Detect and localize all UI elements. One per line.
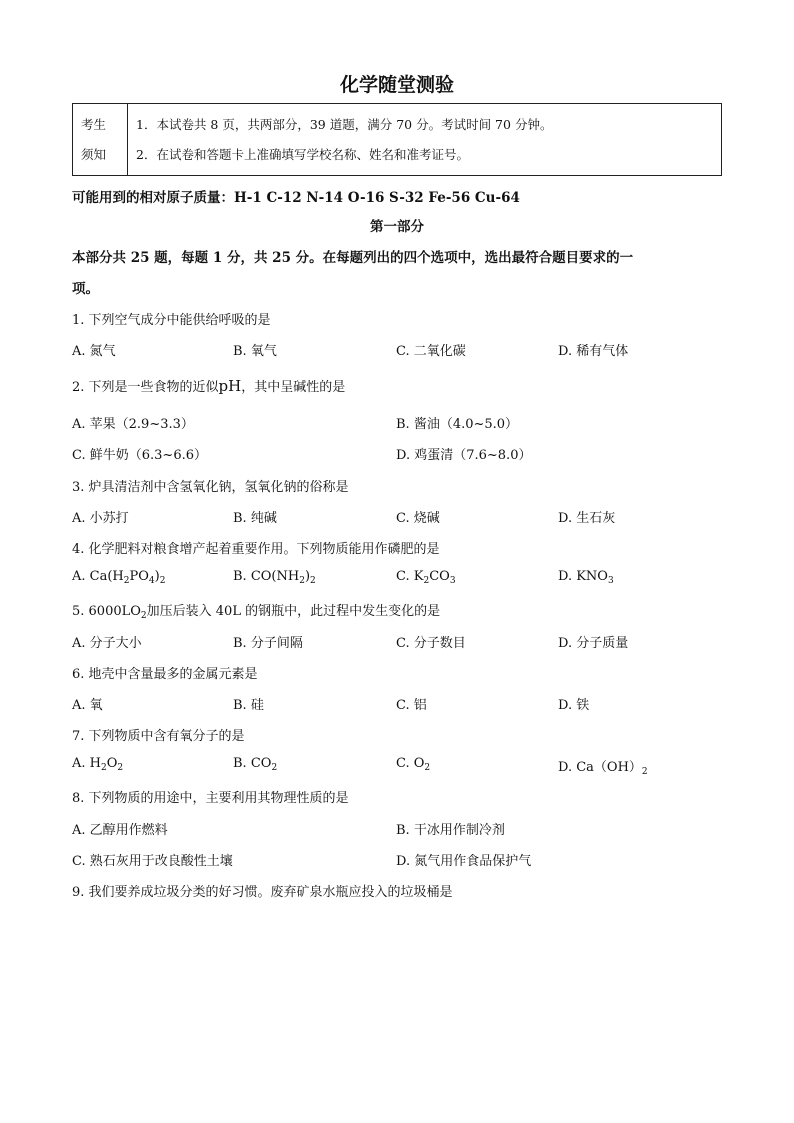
q4a-sub-2: 4 (148, 576, 155, 586)
q4b-sub-1: 2 (299, 576, 305, 586)
q7a-sub-2: 2 (117, 763, 124, 773)
page-title: 化学随堂测验 (339, 74, 454, 96)
q3-option-d[interactable]: D. 生石灰 (558, 511, 616, 526)
q2-stem-prefix: 2. 下列是一些食物的近似 (72, 380, 219, 395)
notice-item-1: 1．本试卷共 8 页，共两部分，39 道题，满分 70 分。考试时间 70 分钟。 (136, 116, 553, 132)
q5-option-d[interactable]: D. 分子质量 (558, 636, 629, 651)
atomic-masses: 可能用到的相对原子质量：H-1 C-12 N-14 O-16 S-32 Fe-56 Cu-64 (72, 190, 520, 206)
notice-label-cell (73, 104, 128, 176)
q1-option-d[interactable]: D. 稀有气体 (558, 344, 629, 359)
q2-stem-ph: pH (218, 377, 242, 395)
q7a-text-1: A. H (72, 756, 101, 771)
q8-option-b[interactable]: B. 干冰用作制冷剂 (396, 823, 505, 838)
q3-option-a[interactable]: A. 小苏打 (72, 511, 129, 526)
q4a-sub-1: 2 (123, 576, 130, 586)
q3-option-c[interactable]: C. 烧碱 (396, 511, 440, 526)
q4a-text-1: A. Ca(H (72, 569, 124, 584)
q4d-text-1: D. KNO (558, 569, 608, 584)
q2-stem-suffix: ，其中呈碱性的是 (241, 380, 346, 395)
notice-item-2: 2．在试卷和答题卡上准确填写学校名称、姓名和准考证号。 (136, 146, 469, 162)
q8-option-d[interactable]: D. 氮气用作食品保护气 (396, 854, 532, 869)
q4-option-b[interactable] (233, 569, 316, 586)
q6-option-d[interactable]: D. 铁 (558, 698, 590, 713)
q8-option-c[interactable]: C. 熟石灰用于改良酸性土壤 (72, 854, 233, 869)
q4a-text-3: ) (154, 569, 160, 584)
q7-option-d[interactable] (558, 756, 648, 777)
q4-option-a[interactable] (72, 569, 165, 586)
question-5-stem (72, 600, 440, 621)
section-title: 第一部分 (370, 219, 424, 235)
q1-option-b[interactable]: B. 氧气 (233, 344, 277, 359)
section-instructions-line1: 本部分共 25 题，每题 1 分，共 25 分。在每题列出的四个选项中，选出最符合题目要求的一 (72, 250, 634, 266)
q4b-text-2: ) (304, 569, 311, 584)
q5-option-a[interactable]: A. 分子大小 (72, 636, 142, 651)
q7-option-c[interactable] (396, 756, 430, 773)
q7a-sub-1: 2 (101, 763, 107, 773)
question-7-stem: 7. 下列物质中含有氧分子的是 (72, 729, 245, 744)
q7c-text-1: C. O (396, 756, 425, 771)
q7c-sub-1: 2 (424, 763, 431, 773)
notice-label-line1: 考生 (81, 116, 107, 132)
q7-option-b[interactable] (233, 756, 277, 773)
q4b-text-1: B. CO(NH (233, 569, 300, 584)
q7b-sub-1: 2 (271, 763, 278, 773)
section-instructions-line2: 项。 (72, 281, 99, 297)
q7d-sub-1: 2 (641, 767, 648, 777)
q4-option-c[interactable] (396, 569, 456, 586)
q1-option-a[interactable]: A. 氮气 (72, 344, 116, 359)
question-9-stem: 9. 我们要养成垃圾分类的好习惯。废弃矿泉水瓶应投入的垃圾桶是 (72, 885, 453, 900)
question-6-stem: 6. 地壳中含量最多的金属元素是 (72, 667, 258, 682)
q4d-sub-1: 3 (607, 576, 614, 586)
q3-option-b[interactable]: B. 纯碱 (233, 511, 277, 526)
q5-stem-sub: 2 (140, 611, 147, 621)
question-3-stem: 3. 炉具清洁剂中含氢氧化钠，氢氧化钠的俗称是 (72, 480, 349, 495)
exam-notice-box (72, 103, 722, 176)
q4b-sub-2: 2 (310, 576, 316, 586)
q5-option-b[interactable]: B. 分子间隔 (233, 636, 303, 651)
q2-option-b[interactable]: B. 酱油（4.0~5.0） (396, 417, 519, 432)
q7-option-a[interactable] (72, 756, 123, 773)
q5-option-c[interactable]: C. 分子数目 (396, 636, 466, 651)
q7b-text-1: B. CO (233, 756, 272, 771)
question-4-stem: 4. 化学肥料对粮食增产起着重要作用。下列物质能用作磷肥的是 (72, 542, 440, 557)
q6-option-a[interactable]: A. 氧 (72, 698, 103, 713)
question-8-stem: 8. 下列物质的用途中，主要利用其物理性质的是 (72, 791, 349, 806)
q4c-text-2: CO (429, 569, 450, 584)
q2-option-c[interactable]: C. 鲜牛奶（6.3~6.6） (72, 448, 207, 463)
q7d-text-1: D. Ca（OH） (558, 760, 642, 775)
question-1-stem: 1. 下列空气成分中能供给呼吸的是 (72, 313, 271, 328)
q2-option-a[interactable]: A. 苹果（2.9~3.3） (72, 417, 194, 432)
q6-option-c[interactable]: C. 铝 (396, 698, 427, 713)
q6-option-b[interactable]: B. 硅 (233, 698, 264, 713)
q4a-sub-3: 2 (159, 576, 166, 586)
q4c-text-1: C. K (396, 569, 424, 584)
notice-content-cell (128, 104, 722, 176)
q4-option-d[interactable] (558, 569, 614, 586)
q4c-sub-2: 3 (449, 576, 456, 586)
q5-stem-prefix: 5. 6000LO (72, 604, 141, 619)
q7a-text-2: O (106, 756, 118, 771)
notice-label-line2: 须知 (81, 146, 107, 162)
q1-option-c[interactable]: C. 二氧化碳 (396, 344, 466, 359)
q8-option-a[interactable]: A. 乙醇用作燃料 (72, 823, 168, 838)
q2-option-d[interactable]: D. 鸡蛋清（7.6~8.0） (396, 448, 532, 463)
question-2-stem (72, 376, 345, 395)
q5-stem-suffix: 加压后装入 40L 的钢瓶中，此过程中发生变化的是 (146, 604, 441, 619)
q4c-sub-1: 2 (423, 576, 430, 586)
q4a-text-2: PO (129, 569, 149, 584)
